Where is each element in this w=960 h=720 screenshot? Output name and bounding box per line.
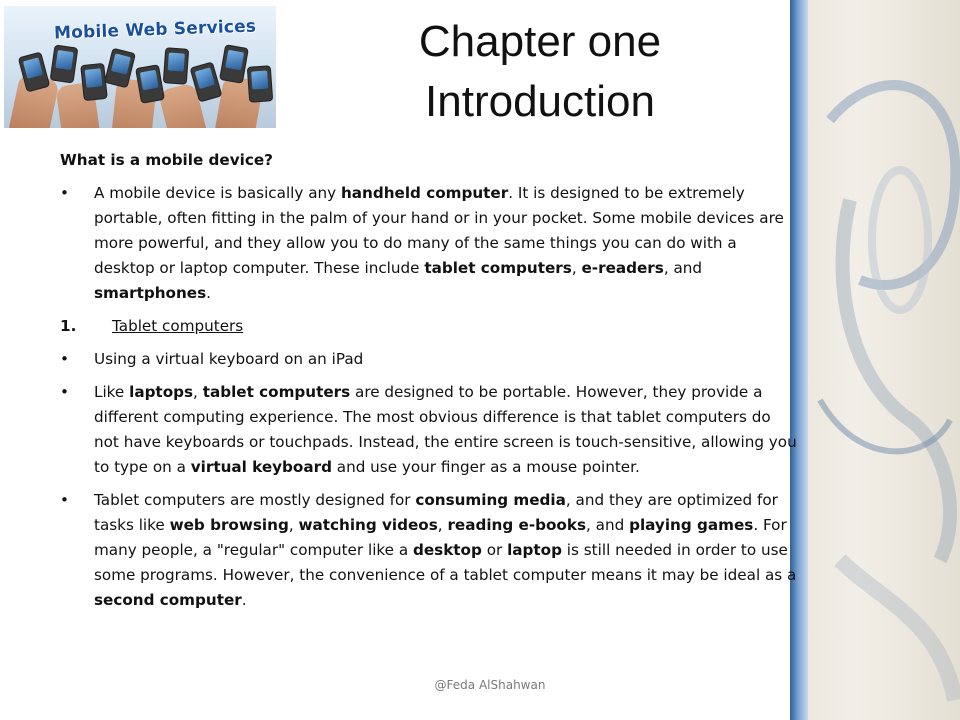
bold-text: tablet computers	[202, 383, 351, 401]
text-run: ,	[288, 516, 299, 534]
bold-text: laptops	[129, 383, 194, 401]
section-heading: What is a mobile device?	[60, 151, 273, 169]
slide-content	[60, 148, 800, 621]
bullet-item	[60, 347, 800, 372]
bold-text: desktop	[412, 541, 482, 559]
bold-text: second computer	[94, 591, 242, 609]
mobile-web-services-banner	[4, 6, 276, 128]
text-run: are designed to be portable. However, they provide a different computing experience. The most obvious difference is that tablet computers do not have keyboards or touchpads. Instead, the entire screen is touch-sensitive, allowing you to type on a	[94, 383, 797, 476]
text-run: and use your finger as a mouse pointer.	[331, 458, 640, 476]
text-run: , and	[586, 516, 630, 534]
text-run: . For many people, a "regular" computer like a	[94, 516, 787, 559]
bullet-item	[60, 380, 800, 480]
text-run: Like	[94, 383, 130, 401]
bold-text: reading e-books	[447, 516, 587, 534]
text-run: ,	[571, 259, 582, 277]
slide-title	[300, 12, 780, 132]
banner-title: Mobile Web Services	[53, 16, 257, 44]
bold-text: virtual keyboard	[190, 458, 332, 476]
text-run: ,	[193, 383, 203, 401]
bold-text: consuming media	[415, 491, 566, 509]
bold-text: watching videos	[298, 516, 438, 534]
title-line-2: Introduction	[425, 77, 655, 126]
text-run: .	[241, 591, 247, 609]
bold-text: playing games	[629, 516, 754, 534]
text-run: . It is designed to be extremely portable, often fitting in the palm of your hand or in your pocket. Some mobile devices are more powerful, and they allow you to do many of the same things you can do with a desktop or laptop computer. These include	[94, 184, 784, 277]
section-number: 1.	[60, 317, 77, 335]
footer-author: @Feda AlShahwan	[434, 678, 546, 692]
bold-text: e-readers	[581, 259, 664, 277]
numbered-section	[60, 314, 800, 339]
bullet-item	[60, 181, 800, 306]
text-run: , and they are optimized for tasks like	[94, 491, 778, 534]
text-run: ,	[437, 516, 448, 534]
text-run: , and	[663, 259, 703, 277]
section-label: Tablet computers	[112, 317, 244, 335]
bullet-icon: •	[60, 383, 69, 401]
bold-text: tablet computers	[424, 259, 572, 277]
text-run: Tablet computers are mostly designed for	[94, 491, 416, 509]
decorative-side-graphic	[790, 0, 960, 720]
bold-text: laptop	[507, 541, 562, 559]
text-run: is still needed in order to use some programs. However, the convenience of a tablet computer means it may be ideal as a	[94, 541, 797, 584]
bold-text: smartphones	[94, 284, 207, 302]
text-run: Using a virtual keyboard on an iPad	[94, 350, 364, 368]
decorative-swirl-icon	[790, 0, 960, 720]
bold-text: handheld computer	[340, 184, 509, 202]
bold-text: web browsing	[169, 516, 289, 534]
text-run: .	[206, 284, 211, 302]
bullet-icon: •	[60, 491, 69, 509]
text-run: A mobile device is basically any	[94, 184, 341, 202]
bullet-icon: •	[60, 350, 69, 368]
title-line-1: Chapter one	[418, 17, 662, 66]
bullet-item	[60, 488, 800, 613]
bullet-icon: •	[60, 184, 69, 202]
text-run: or	[481, 541, 508, 559]
